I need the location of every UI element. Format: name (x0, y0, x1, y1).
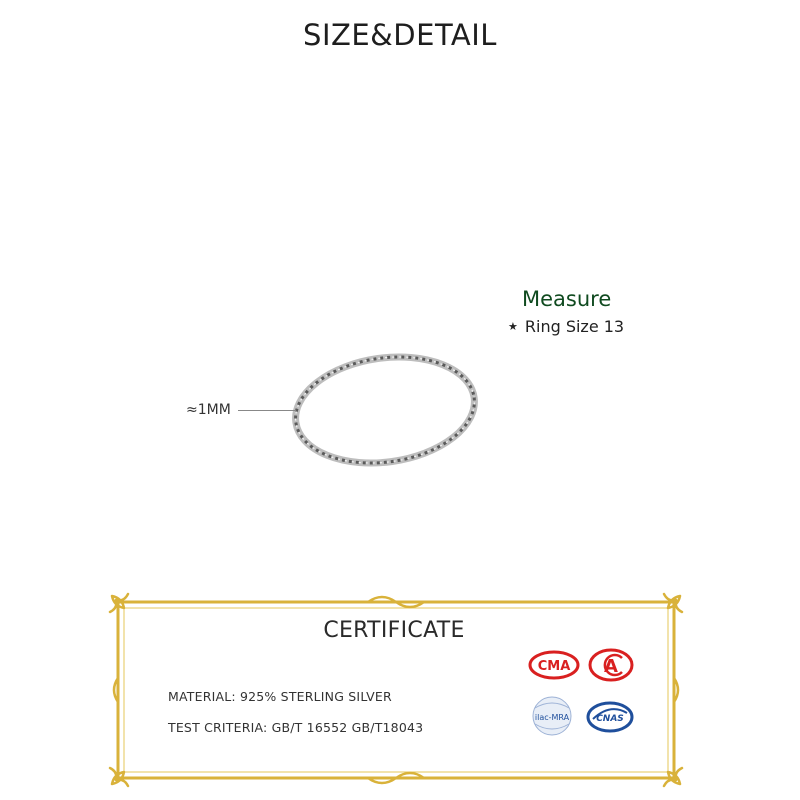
cnas-logo-text: CNAS (596, 714, 624, 724)
ring-product-image (280, 340, 510, 480)
cma-logo (528, 650, 580, 680)
cnas-logo (585, 699, 635, 735)
width-dimension-label: ≈1MM (186, 402, 231, 418)
star-icon: ★ (508, 320, 518, 333)
material-line: MATERIAL: 925% STERLING SILVER (168, 689, 392, 704)
cal-logo (588, 648, 634, 682)
test-criteria-line: TEST CRITERIA: GB/T 16552 GB/T18043 (168, 720, 424, 735)
ring-size-label: Ring Size 13 (524, 317, 625, 336)
certificate-title: CERTIFICATE (323, 618, 465, 643)
ilac-logo-text: ilac-MRA (534, 713, 570, 722)
svg-text:A: A (604, 656, 618, 677)
ilac-mra-logo (526, 694, 578, 738)
dimension-leader-line (238, 410, 296, 411)
ring-size-item (508, 317, 624, 336)
measure-heading: Measure (522, 287, 612, 311)
page-title: SIZE&DETAIL (303, 18, 497, 52)
cma-logo-text: CMA (537, 659, 571, 674)
